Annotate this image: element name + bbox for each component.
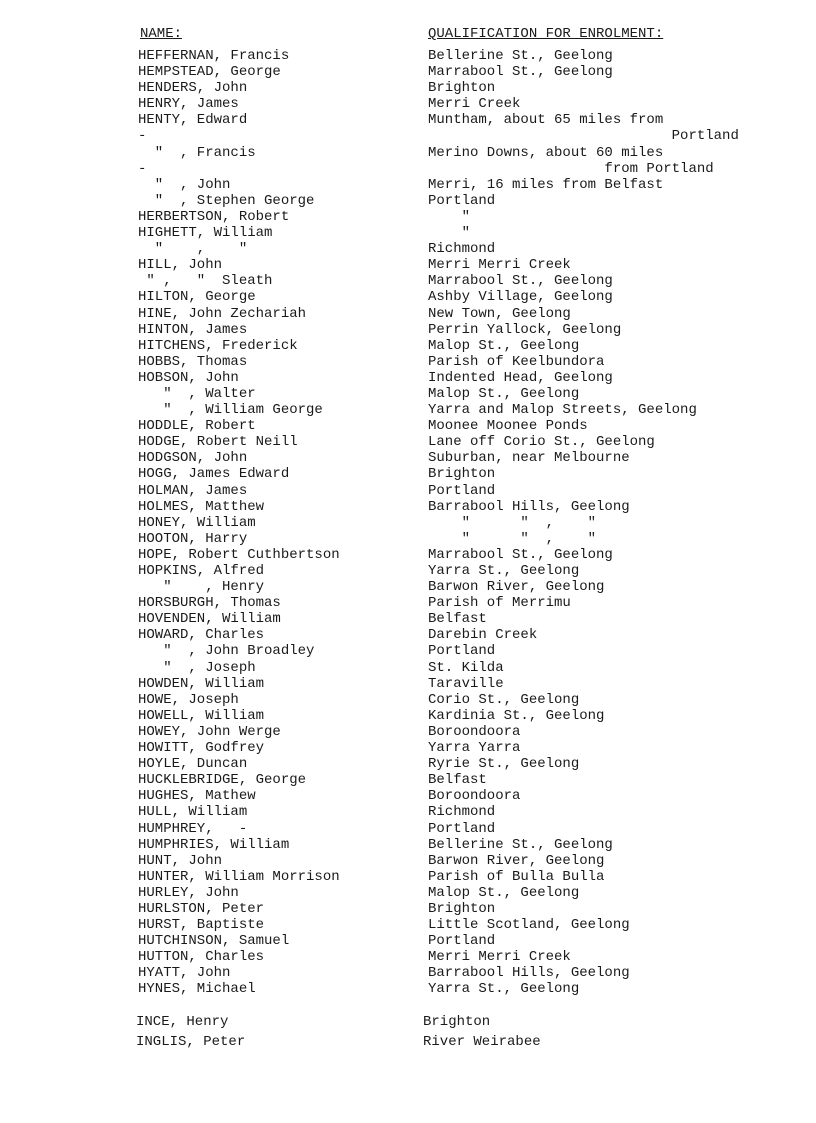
entry-name: HORSBURGH, Thomas <box>138 595 281 612</box>
entry-qualification: " <box>428 208 471 225</box>
entry-name: HULL, William <box>138 804 248 821</box>
entry-name: HOWDEN, William <box>138 675 265 692</box>
entry-name: HURST, Baptiste <box>138 917 265 934</box>
list-row <box>0 499 816 515</box>
entry-name: " , Henry <box>138 579 265 596</box>
list-row <box>0 692 816 708</box>
entry-name: HUTTON, Charles <box>138 949 265 966</box>
entry-qualification: Muntham, about 65 miles from <box>428 112 664 129</box>
entry-name: HENDERS, John <box>138 80 248 97</box>
entry-name: HOYLE, Duncan <box>138 756 248 773</box>
name-column-header: NAME: <box>140 26 183 42</box>
entry-qualification: Portland <box>428 192 496 209</box>
entry-name: HOLMAN, James <box>138 482 248 499</box>
list-row <box>0 418 816 434</box>
list-row <box>0 804 816 820</box>
entry-name: HUCKLEBRIDGE, George <box>138 772 307 789</box>
entry-name: " , Francis <box>138 144 256 161</box>
entry-name: HOOTON, Harry <box>138 530 248 547</box>
list-row <box>0 740 816 756</box>
entry-name: " , Stephen George <box>138 192 315 209</box>
entry-qualification: Brighton <box>428 466 496 483</box>
list-row <box>0 466 816 482</box>
list-row <box>0 965 816 981</box>
entry-qualification: Portland <box>428 482 496 499</box>
entry-name: HITCHENS, Frederick <box>138 337 298 354</box>
entry-qualification: Marrabool St., Geelong <box>428 273 613 290</box>
list-row <box>0 724 816 740</box>
entry-name: - <box>138 128 147 145</box>
list-row <box>0 1014 816 1035</box>
entry-name: HODDLE, Robert <box>138 418 256 435</box>
entry-qualification: Merri Merri Creek <box>428 949 571 966</box>
list-row <box>0 981 816 997</box>
entry-name: HOWELL, William <box>138 707 265 724</box>
entry-name: HODGSON, John <box>138 450 248 467</box>
qualification-column-header: QUALIFICATION FOR ENROLMENT: <box>428 26 664 42</box>
entry-qualification: Portland <box>428 128 739 145</box>
entry-qualification: Belfast <box>428 772 487 789</box>
entry-name: HOBBS, Thomas <box>138 353 248 370</box>
list-row <box>0 885 816 901</box>
entry-name: HOGG, James Edward <box>138 466 290 483</box>
entry-name: HOVENDEN, William <box>138 611 281 628</box>
list-row <box>0 676 816 692</box>
entry-name: HUMPHRIES, William <box>138 836 290 853</box>
entry-name: HOWEY, John Werge <box>138 723 281 740</box>
list-row <box>0 193 816 209</box>
entry-name: HENTY, Edward <box>138 112 248 129</box>
entry-qualification: Merri Merri Creek <box>428 257 571 274</box>
list-row <box>0 611 816 627</box>
list-row <box>0 209 816 225</box>
list-row <box>0 161 816 177</box>
entry-name: HOBSON, John <box>138 369 239 386</box>
entry-name: " , " Sleath <box>138 273 273 290</box>
entry-qualification: Yarra St., Geelong <box>428 563 580 579</box>
entry-name: HYATT, John <box>138 965 231 982</box>
entry-qualification: Brighton <box>428 80 496 97</box>
entry-qualification: Lane off Corio St., Geelong <box>428 434 655 451</box>
list-row <box>0 370 816 386</box>
list-row <box>0 821 816 837</box>
list-row <box>0 338 816 354</box>
entry-qualification: Portland <box>428 820 496 837</box>
entry-qualification: St. Kilda <box>428 659 504 676</box>
list-row <box>0 450 816 466</box>
entry-name: HILL, John <box>138 257 223 274</box>
list-row <box>0 949 816 965</box>
entry-name: " , John <box>138 176 231 193</box>
entry-qualification: Brighton <box>423 1013 491 1030</box>
list-row <box>0 917 816 933</box>
list-row <box>0 563 816 579</box>
entry-qualification: Barrabool Hills, Geelong <box>428 965 630 982</box>
list-row <box>0 869 816 885</box>
list-row <box>0 643 816 659</box>
entry-qualification: Malop St., Geelong <box>428 337 580 354</box>
list-row <box>0 837 816 853</box>
list-row <box>0 306 816 322</box>
entry-qualification: Brighton <box>428 900 496 917</box>
entry-name: HYNES, Michael <box>138 981 256 998</box>
list-row <box>0 901 816 917</box>
list-row <box>0 289 816 305</box>
entry-qualification: Corio St., Geelong <box>428 691 580 708</box>
entry-name: HIGHETT, William <box>138 225 273 242</box>
entry-qualification: Portland <box>428 933 496 950</box>
entry-name: HOPKINS, Alfred <box>138 563 265 579</box>
list-row <box>0 386 816 402</box>
entry-name: " , Walter <box>138 385 256 402</box>
list-row <box>0 112 816 128</box>
entry-qualification: Yarra and Malop Streets, Geelong <box>428 402 697 419</box>
list-row <box>0 788 816 804</box>
entry-qualification: Taraville <box>428 675 504 692</box>
entry-name: HUTCHINSON, Samuel <box>138 933 290 950</box>
entry-name: " , " <box>138 241 248 258</box>
entry-qualification: Moonee Moonee Ponds <box>428 418 588 435</box>
list-row <box>0 756 816 772</box>
entry-qualification: Boroondoora <box>428 723 521 740</box>
entry-qualification: Ryrie St., Geelong <box>428 756 580 773</box>
entry-qualification: Bellerine St., Geelong <box>428 836 613 853</box>
entry-qualification: Merino Downs, about 60 miles <box>428 144 664 161</box>
list-row <box>0 708 816 724</box>
entry-name: HUMPHREY, - <box>138 820 248 837</box>
list-row <box>0 853 816 869</box>
entry-name: HEFFERNAN, Francis <box>138 48 290 64</box>
entry-qualification: Yarra St., Geelong <box>428 981 580 998</box>
entry-name: HERBERTSON, Robert <box>138 208 290 225</box>
list-row <box>0 354 816 370</box>
list-row <box>0 273 816 289</box>
list-row <box>0 595 816 611</box>
entry-qualification: Parish of Merrimu <box>428 595 571 612</box>
list-row <box>0 515 816 531</box>
entry-qualification: " " , " <box>428 530 597 547</box>
entry-name: HODGE, Robert Neill <box>138 434 298 451</box>
entry-name: HOPE, Robert Cuthbertson <box>138 546 340 563</box>
entry-qualification: New Town, Geelong <box>428 305 571 322</box>
entry-name: HILTON, George <box>138 289 256 306</box>
list-row <box>0 322 816 338</box>
entry-qualification: Little Scotland, Geelong <box>428 917 630 934</box>
entry-qualification: Marrabool St., Geelong <box>428 546 613 563</box>
list-row <box>0 547 816 563</box>
entry-name: " , William George <box>138 402 323 419</box>
list-row <box>0 660 816 676</box>
entry-qualification: Belfast <box>428 611 487 628</box>
entry-qualification: Malop St., Geelong <box>428 884 580 901</box>
list-row <box>0 257 816 273</box>
entry-qualification: Bellerine St., Geelong <box>428 48 613 64</box>
entry-qualification: Perrin Yallock, Geelong <box>428 321 622 338</box>
entry-qualification: Kardinia St., Geelong <box>428 707 605 724</box>
list-row <box>0 225 816 241</box>
list-row <box>0 145 816 161</box>
entry-qualification: Barrabool Hills, Geelong <box>428 498 630 515</box>
list-row <box>0 241 816 257</box>
list-row <box>0 96 816 112</box>
entry-name: HUNT, John <box>138 852 223 869</box>
entry-name: HONEY, William <box>138 514 256 531</box>
entry-qualification: Richmond <box>428 804 496 821</box>
entry-qualification: Marrabool St., Geelong <box>428 64 613 81</box>
enrolment-list <box>0 48 816 1055</box>
list-row <box>0 128 816 144</box>
entry-name: HURLEY, John <box>138 884 239 901</box>
list-row <box>0 64 816 80</box>
list-row <box>0 80 816 96</box>
list-row <box>0 48 816 64</box>
entry-qualification: Richmond <box>428 241 496 258</box>
list-row <box>0 434 816 450</box>
entry-qualification: " <box>428 225 471 242</box>
entry-name: " , John Broadley <box>138 643 315 660</box>
entry-name: HOWE, Joseph <box>138 691 239 708</box>
entry-qualification: Malop St., Geelong <box>428 385 580 402</box>
entry-qualification: from Portland <box>428 160 714 177</box>
list-row <box>0 627 816 643</box>
list-row <box>0 772 816 788</box>
list-row <box>0 402 816 418</box>
entry-qualification: Darebin Creek <box>428 627 538 644</box>
entry-name: - <box>138 160 147 177</box>
list-row <box>0 933 816 949</box>
entry-qualification: Merri Creek <box>428 96 521 113</box>
entry-name: INCE, Henry <box>136 1013 229 1030</box>
entry-qualification: River Weirabee <box>423 1034 541 1051</box>
entry-name: INGLIS, Peter <box>136 1034 246 1051</box>
list-row <box>0 531 816 547</box>
entry-name: HEMPSTEAD, George <box>138 64 281 81</box>
entry-name: HUGHES, Mathew <box>138 788 256 805</box>
entry-name: HOLMES, Matthew <box>138 498 265 515</box>
list-row <box>0 1034 816 1055</box>
list-row <box>0 579 816 595</box>
entry-name: HENRY, James <box>138 96 239 113</box>
list-row <box>0 483 816 499</box>
entry-qualification: Indented Head, Geelong <box>428 369 613 386</box>
entry-qualification: Merri, 16 miles from Belfast <box>428 176 664 193</box>
entry-name: HUNTER, William Morrison <box>138 868 340 885</box>
entry-qualification: Suburban, near Melbourne <box>428 450 630 467</box>
entry-qualification: Yarra Yarra <box>428 740 521 757</box>
entry-name: HINTON, James <box>138 321 248 338</box>
entry-name: " , Joseph <box>138 659 256 676</box>
entry-qualification: " " , " <box>428 514 597 531</box>
entry-qualification: Barwon River, Geelong <box>428 579 605 596</box>
entry-qualification: Ashby Village, Geelong <box>428 289 613 306</box>
list-row <box>0 177 816 193</box>
entry-qualification: Parish of Bulla Bulla <box>428 868 605 885</box>
entry-qualification: Parish of Keelbundora <box>428 353 605 370</box>
entry-qualification: Portland <box>428 643 496 660</box>
entry-name: HINE, John Zechariah <box>138 305 307 322</box>
entry-name: HOWARD, Charles <box>138 627 265 644</box>
entry-qualification: Barwon River, Geelong <box>428 852 605 869</box>
entry-qualification: Boroondoora <box>428 788 521 805</box>
entry-name: HURLSTON, Peter <box>138 900 265 917</box>
entry-name: HOWITT, Godfrey <box>138 740 265 757</box>
